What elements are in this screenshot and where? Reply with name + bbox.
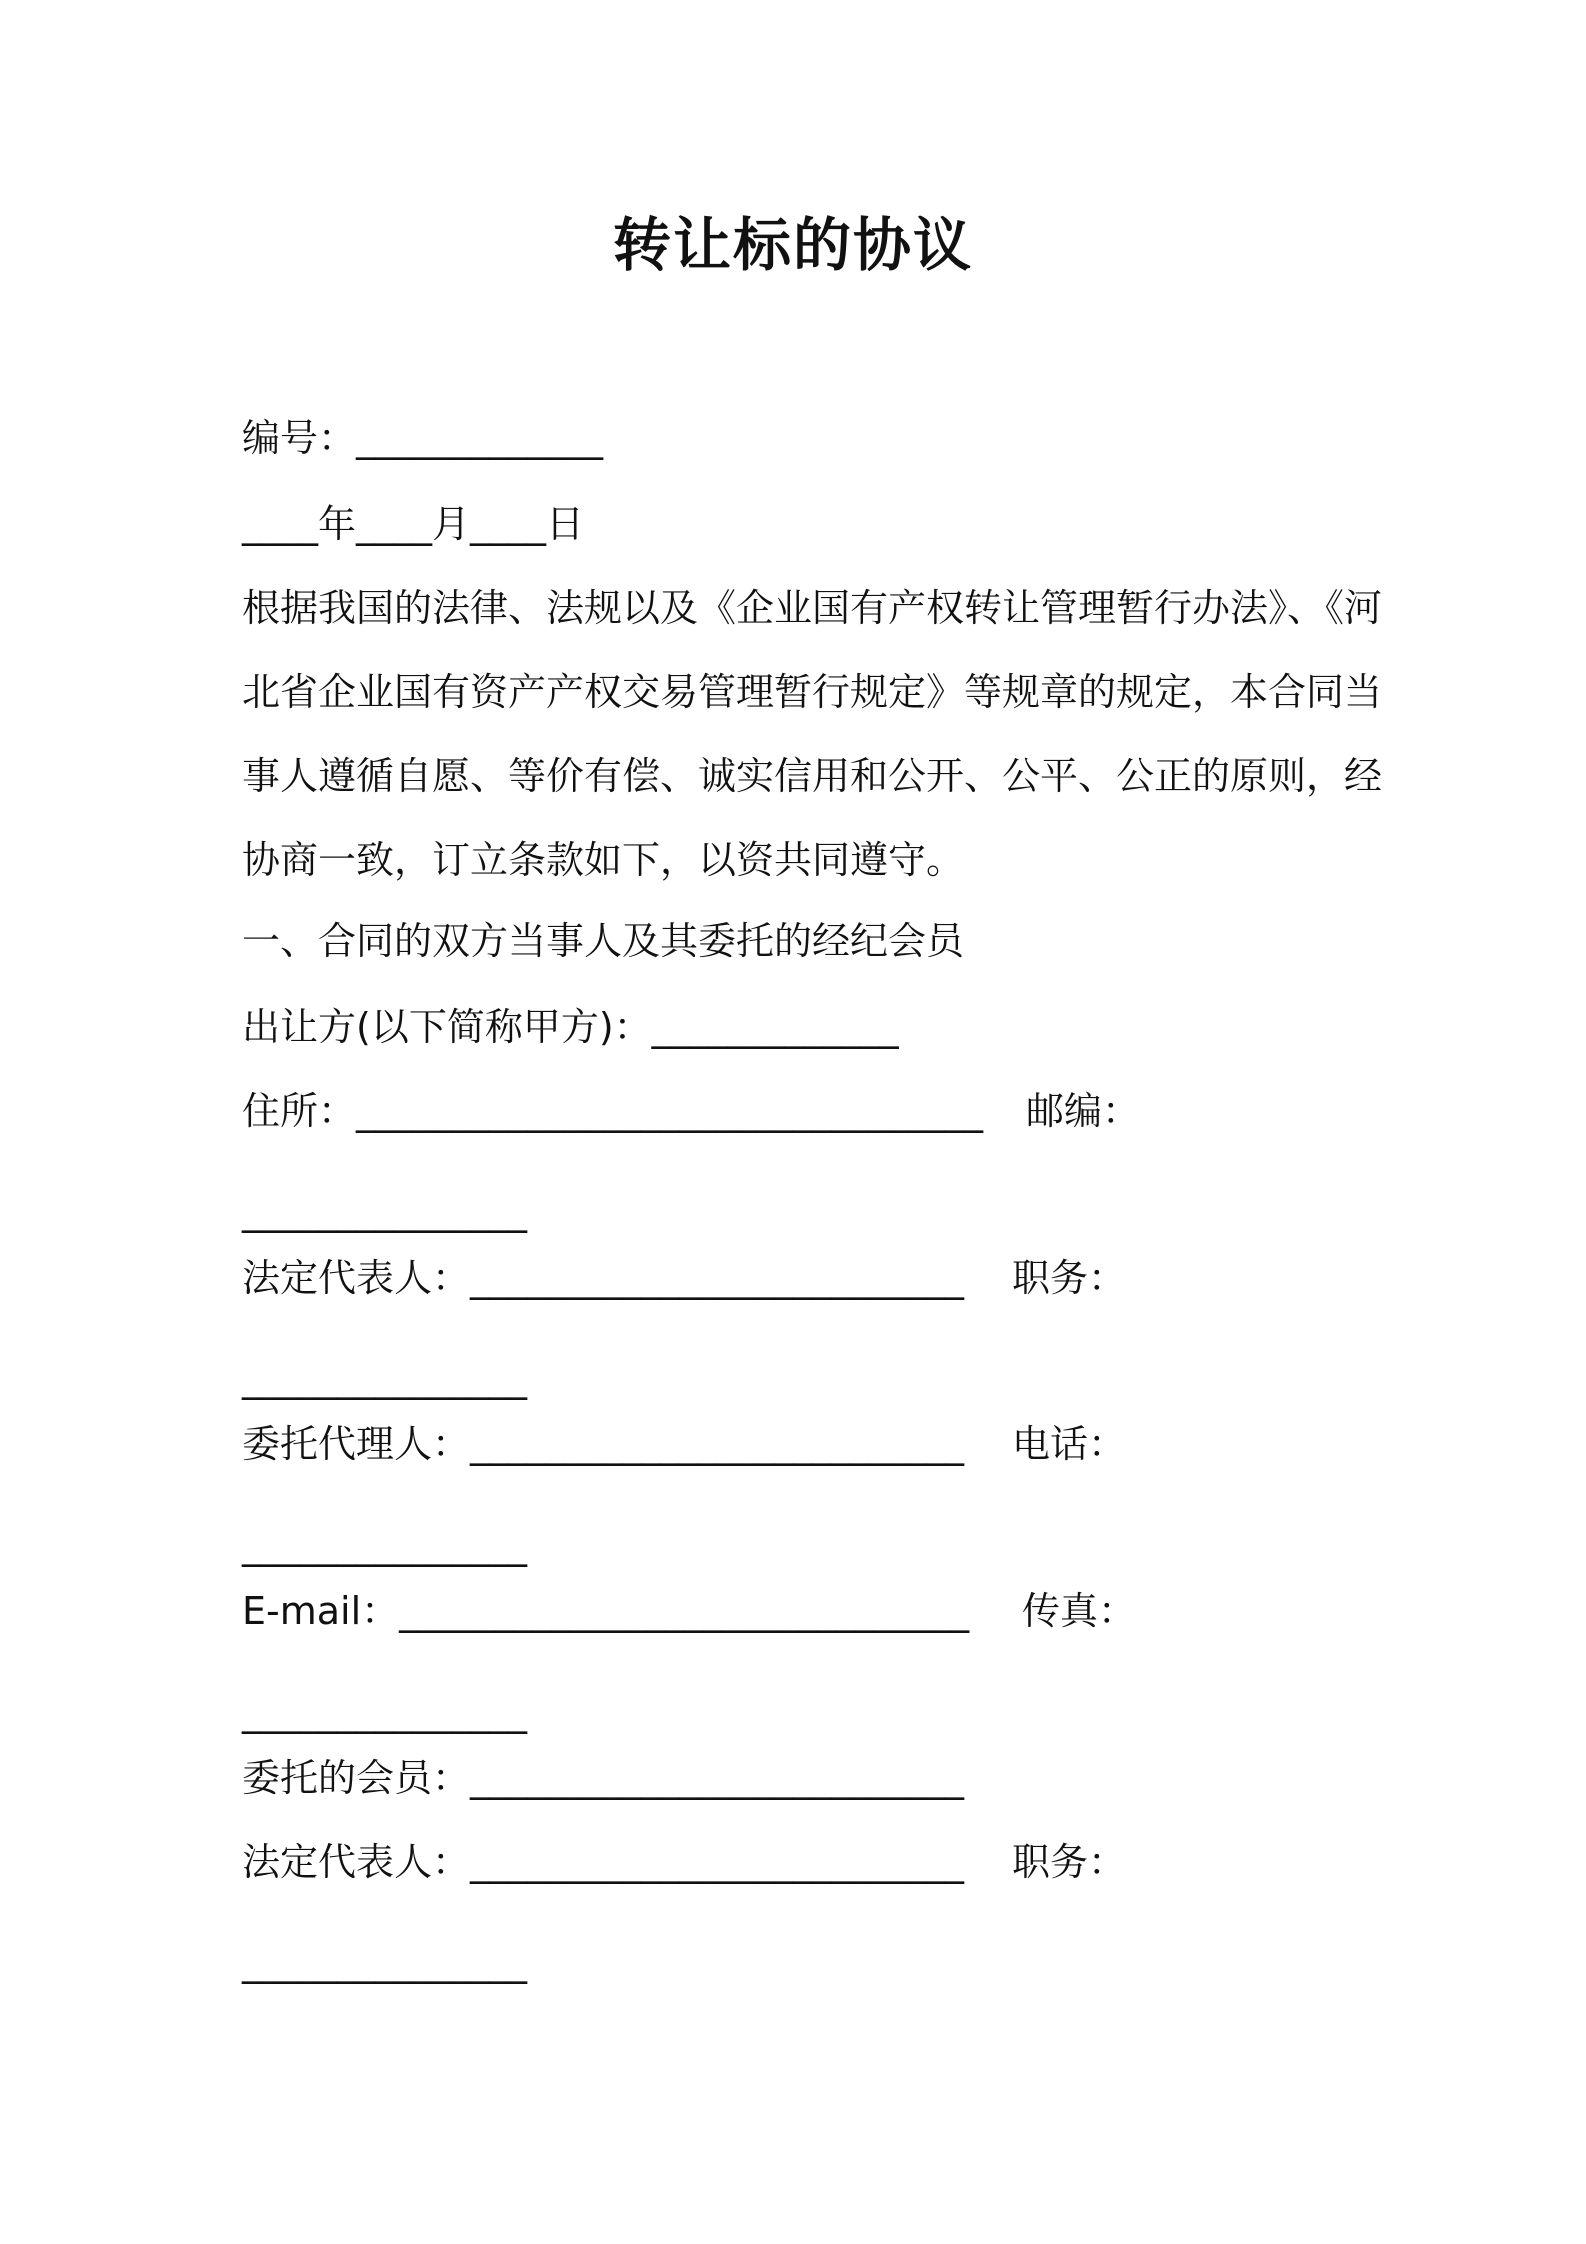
member-line: 委托的会员：__________________________ xyxy=(242,1756,965,1800)
fax-label: 传真： xyxy=(1022,1589,1137,1633)
phone-label: 电话： xyxy=(1012,1422,1127,1466)
preamble-line: 事人遵循自愿、等价有偿、诚实信用和公开、公平、公正的原则，经 xyxy=(242,754,1383,798)
fax-blank: _______________ xyxy=(242,1690,527,1734)
email-line: E-mail：______________________________ xyxy=(242,1589,970,1633)
phone-blank: _______________ xyxy=(242,1523,527,1567)
member-legal-representative-line: 法定代表人：__________________________ xyxy=(242,1840,965,1884)
preamble-line: 协商一致，订立条款如下，以资共同遵守。 xyxy=(242,838,965,882)
contract-number-line: 编号：_____________ xyxy=(242,416,604,460)
postcode-label: 邮编： xyxy=(1026,1089,1141,1133)
preamble-paragraph xyxy=(242,566,1383,902)
section-heading: 一、合同的双方当事人及其委托的经纪会员 xyxy=(242,919,965,963)
preamble-line: 根据我国的法律、法规以及《企业国有产权转让管理暂行办法》、《河 xyxy=(242,586,1383,630)
agent-line: 委托代理人：__________________________ xyxy=(242,1422,965,1466)
position-label: 职务： xyxy=(1012,1256,1127,1300)
preamble-line: 北省企业国有资产产权交易管理暂行规定》等规章的规定，本合同当 xyxy=(242,670,1383,714)
transferor-line: 出让方(以下简称甲方)：_____________ xyxy=(242,1005,899,1049)
member-position-label: 职务： xyxy=(1012,1840,1127,1884)
postcode-blank: _______________ xyxy=(242,1189,527,1233)
legal-representative-line: 法定代表人：__________________________ xyxy=(242,1256,965,1300)
member-position-blank: _______________ xyxy=(242,1940,527,1984)
date-line: ____年____月____日 xyxy=(242,502,585,546)
document-title: 转让标的协议 xyxy=(612,211,973,279)
address-line: 住所：_________________________________ xyxy=(242,1089,984,1133)
position-blank: _______________ xyxy=(242,1356,527,1400)
